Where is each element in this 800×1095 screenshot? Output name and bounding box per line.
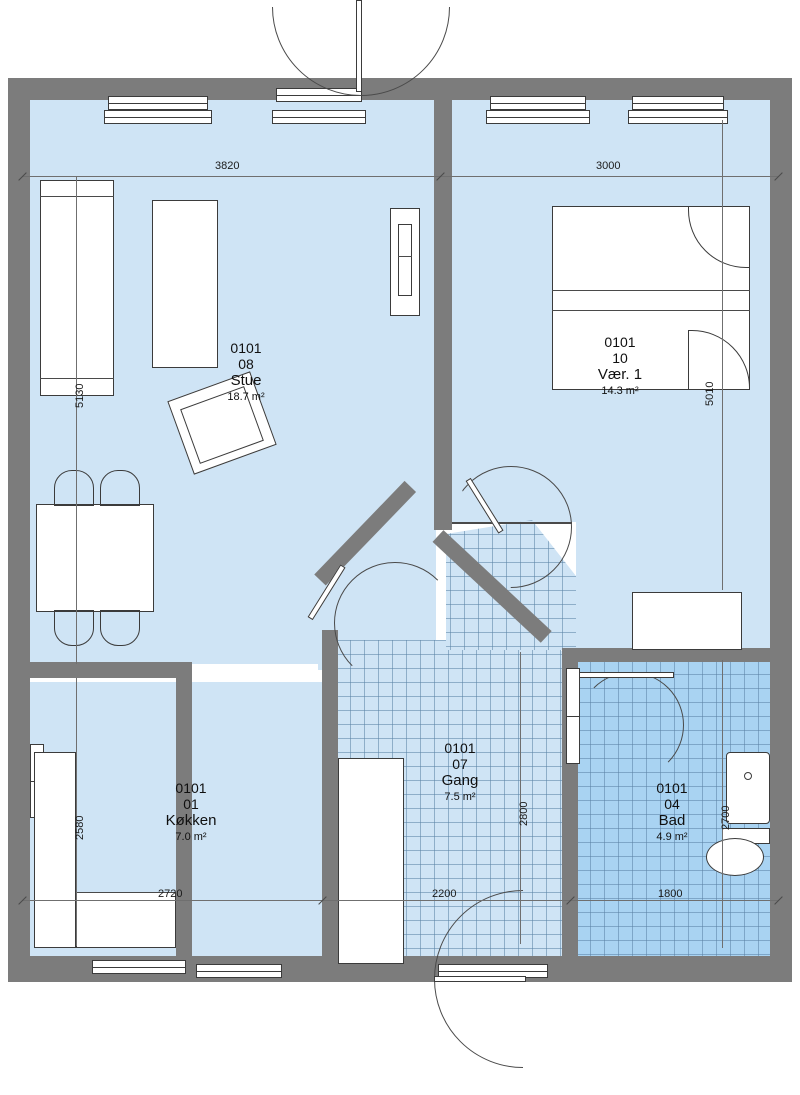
dim-line-kitchen-vertical — [76, 678, 77, 946]
furniture-sofa-left — [40, 180, 114, 396]
doorway-kitchen — [192, 664, 318, 674]
room-code: 0101 — [656, 780, 688, 796]
window-top-left — [108, 96, 208, 110]
dim-label-5010: 5010 — [704, 381, 716, 406]
window-bottom-mid — [196, 964, 282, 978]
room-area: 7.0 m² — [175, 831, 207, 843]
window-top-right-a — [490, 96, 586, 110]
room-number: 08 — [238, 356, 254, 372]
room-code: 0101 — [175, 780, 207, 796]
window-top-left-outer — [104, 110, 212, 124]
window-top-right-b — [632, 96, 724, 110]
furniture-sofa-left-detail — [40, 196, 114, 197]
furniture-dining-chair-tr — [100, 470, 140, 506]
room-name: Stue — [230, 372, 262, 389]
dim-line-gang-vertical — [520, 652, 521, 944]
door-leaf-bad — [578, 672, 674, 678]
room-number: 04 — [664, 796, 680, 812]
room-name: Køkken — [165, 812, 217, 829]
dim-label-1800: 1800 — [658, 888, 683, 900]
dim-line-bad-vertical — [722, 660, 723, 948]
room-label-kokken — [136, 780, 246, 844]
wall-exterior-left — [8, 78, 30, 982]
room-label-bad — [622, 780, 722, 844]
door-leaf-entrance-top — [356, 0, 362, 92]
room-name: Bad — [658, 812, 686, 829]
furniture-dining-chair-tl — [54, 470, 94, 506]
window-top-right-b-outer — [628, 110, 728, 124]
window-top-right-a-outer — [486, 110, 590, 124]
room-area: 14.3 m² — [601, 385, 639, 397]
dim-label-2200: 2200 — [432, 888, 457, 900]
wall-interior-vertical-gang-left — [322, 630, 338, 964]
furniture-tv-screen — [398, 224, 412, 296]
dim-label-2580: 2580 — [74, 815, 86, 840]
dim-line-left-vertical — [76, 176, 77, 664]
window-top-mid-outer — [272, 110, 366, 124]
dim-label-3820: 3820 — [215, 160, 240, 172]
furniture-tv-detail — [398, 256, 412, 257]
room-code: 0101 — [604, 334, 636, 350]
door-leaf-entrance-bottom — [434, 976, 526, 982]
furniture-kitchen-counter-left — [34, 752, 76, 948]
room-label-stue — [196, 340, 296, 404]
room-number: 07 — [452, 756, 468, 772]
dim-label-3000: 3000 — [596, 160, 621, 172]
furniture-bed-pillow-line2 — [552, 310, 750, 311]
furniture-sofa-left-detail2 — [40, 378, 114, 379]
wall-interior-horizontal-bath-top — [562, 648, 778, 662]
furniture-wardrobe — [632, 592, 742, 650]
room-number: 01 — [183, 796, 199, 812]
dim-line-bottom — [22, 900, 778, 901]
fixture-sink-drain — [744, 772, 752, 780]
wall-exterior-right — [770, 78, 792, 982]
room-code: 0101 — [444, 740, 476, 756]
room-label-gang — [410, 740, 510, 804]
dim-label-2700: 2700 — [720, 805, 732, 830]
room-number: 10 — [612, 350, 628, 366]
room-name: Gang — [441, 772, 479, 789]
window-bottom-left — [92, 960, 186, 974]
window-bath-door-opening — [566, 668, 580, 764]
room-name: Vær. 1 — [597, 366, 643, 383]
room-code: 0101 — [230, 340, 262, 356]
wall-interior-horizontal-kitchen — [22, 662, 192, 678]
fixture-sink — [726, 752, 770, 824]
room-area: 4.9 m² — [656, 831, 688, 843]
dim-line-top — [22, 176, 778, 177]
dim-label-2800: 2800 — [518, 801, 530, 826]
room-area: 18.7 m² — [227, 391, 265, 403]
furniture-dining-table — [36, 504, 154, 612]
furniture-dining-chair-br — [100, 610, 140, 646]
furniture-bed-pillow-line — [552, 290, 750, 291]
dim-label-5130: 5130 — [74, 383, 86, 408]
furniture-dining-chair-bl — [54, 610, 94, 646]
room-label-vaer1 — [562, 334, 678, 398]
furniture-hall-closet — [338, 758, 404, 964]
dim-label-2720: 2720 — [158, 888, 183, 900]
dim-line-right-vertical — [722, 120, 723, 590]
wall-interior-vertical-center — [434, 92, 452, 530]
room-area: 7.5 m² — [444, 791, 476, 803]
